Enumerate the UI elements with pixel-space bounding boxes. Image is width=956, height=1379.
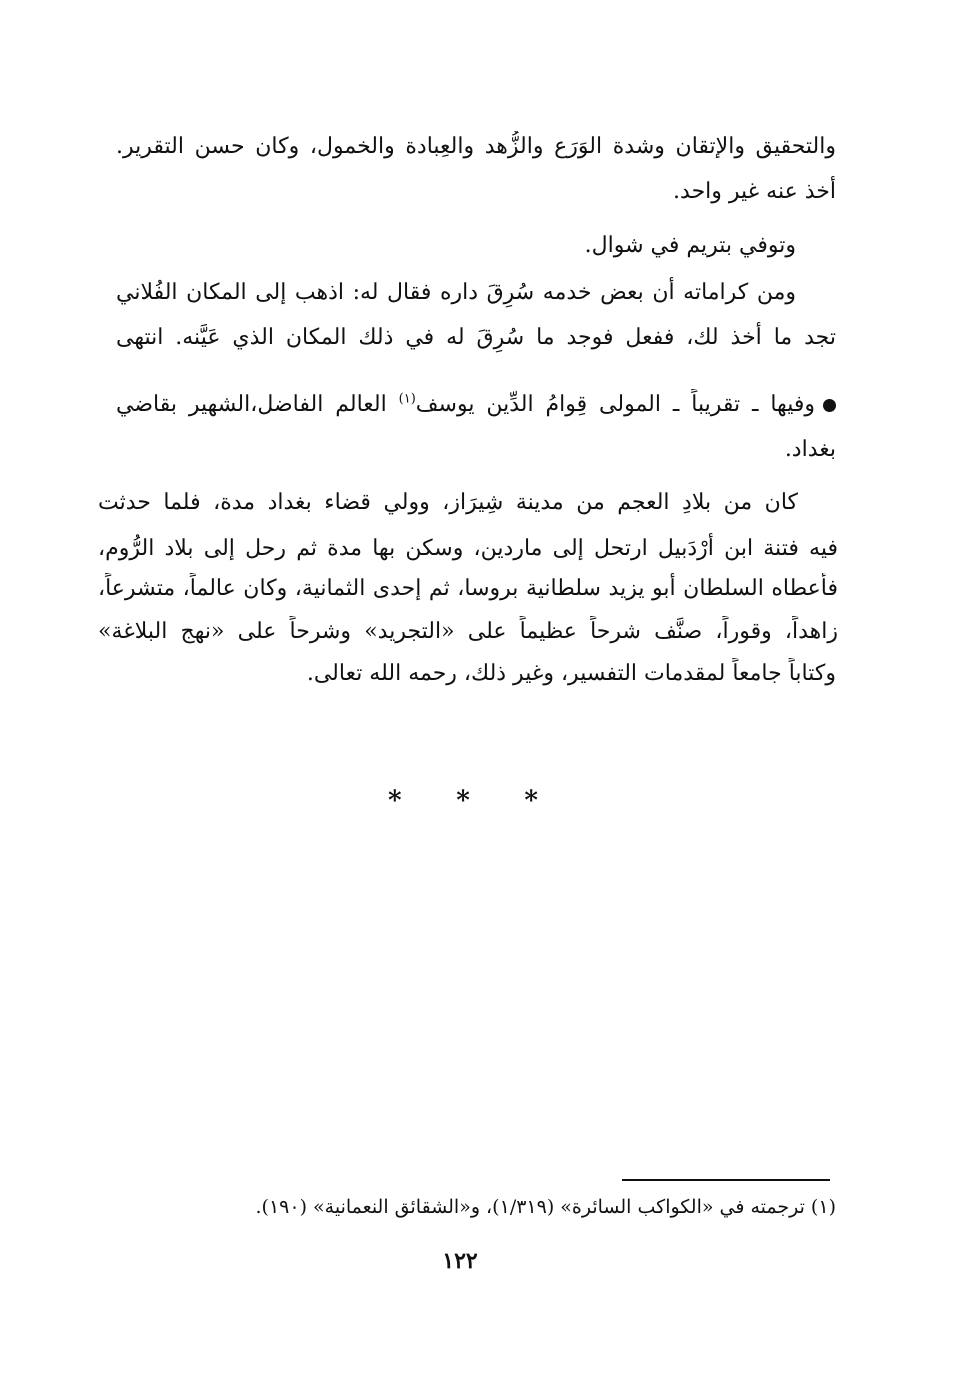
paragraph-line: والتحقيق والإتقان وشدة الوَرَع والزُّهد والعِبادة والخمول، وكان حسن التقرير. [116,134,836,159]
bullet-icon [823,399,836,412]
biography-line: كان من بلادِ العجم من مدينة شِيرَاز، وولي قضاء بغداد مدة، فلما حدثت [98,490,798,515]
entry-heading-continuation: بغداد. [784,437,836,462]
biography-line: فيه فتنة ابن أَرْدَبيل ارتحل إلى ماردين، وسكن بها مدة ثم رحل إلى بلاد الرُّوم، [98,536,838,561]
asterisk-icon: * [456,786,470,816]
paragraph-line: أخذ عنه غير واحد. [673,179,836,204]
biography-line: فأعطاه السلطان أبو يزيد سلطانية بروسا، ثم إحدى الثمانية، وكان عالماً، متشرعاً، [98,576,838,601]
paragraph-line: وتوفي بتريم في شوال. [584,233,796,258]
page-number: ١٢٢ [442,1248,478,1274]
biography-line: زاهداً، وقوراً، صنَّف شرحاً عظيماً على «التجريد» وشرحاً على «نهج البلاغة» [98,619,838,644]
entry-heading-text-after: العالم الفاضل،الشهير بقاضي [116,392,399,417]
biography-line: وكتاباً جامعاً لمقدمات التفسير، وغير ذلك، رحمه الله تعالى. [306,661,836,686]
entry-heading-text: وفيها ـ تقريباً ـ المولى قِوامُ الدِّين يوسف [415,392,815,417]
asterisk-icon: * [388,786,402,816]
footnote-divider [622,1179,830,1181]
footnote-marker: (١) [398,391,416,407]
entry-heading [116,389,836,421]
footnote: (١) ترجمته في «الكواكب السائرة» (١/٣١٩)، و«الشقائق النعمانية» (١٩٠). [255,1196,836,1218]
paragraph-line: ومن كراماته أن بعض خدمه سُرِقَ داره فقال له: اذهب إلى المكان الفُلاني [116,280,796,305]
asterisk-icon: * [524,786,538,816]
section-separator [388,786,538,822]
paragraph-line: تجد ما أُخذ لك، ففعل فوجد ما سُرِقَ له في ذلك المكان الذي عَيَّنه. انتهى [116,325,836,350]
